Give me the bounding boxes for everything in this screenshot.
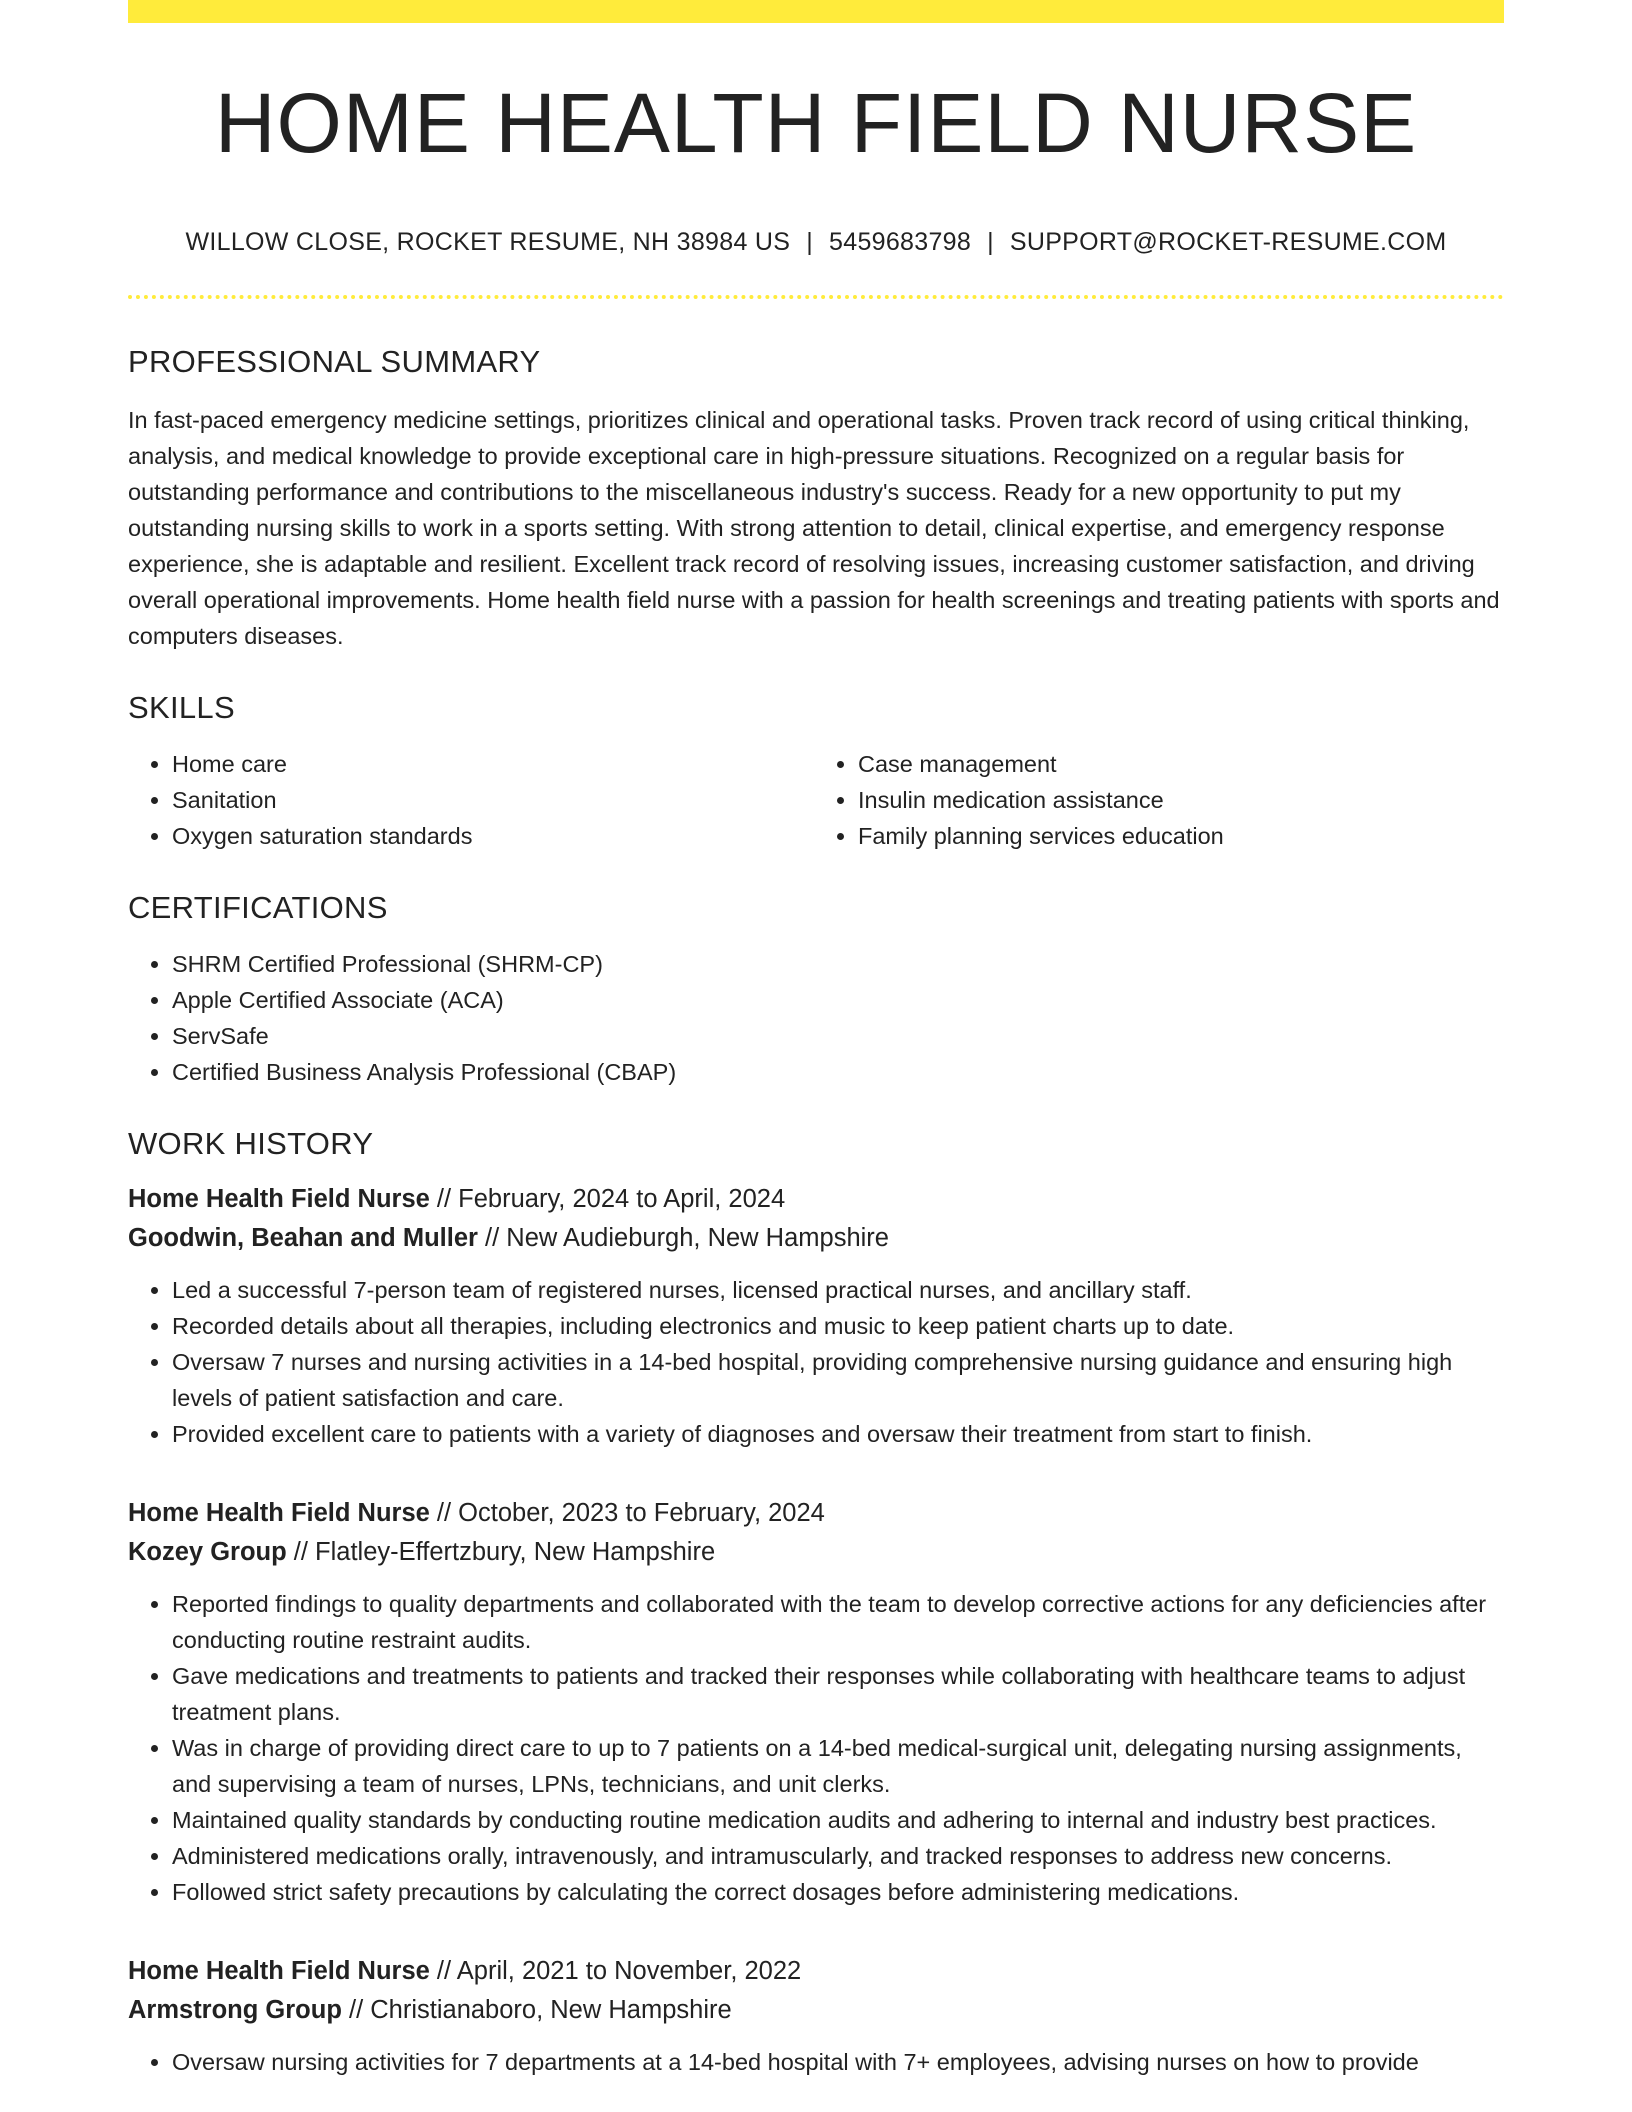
job-bullets: [128, 2044, 1504, 2080]
summary-heading: PROFESSIONAL SUMMARY: [128, 344, 541, 379]
job-company-line: [128, 1991, 1504, 2030]
job-bullets: [128, 1272, 1504, 1452]
resume-name: HOME HEALTH FIELD NURSE: [214, 76, 1418, 170]
job-bullet: • Provided excellent care to patients with a variety of diagnoses and oversaw their treatment from start to finish.: [172, 1416, 1504, 1452]
job-company: Kozey Group: [128, 1538, 287, 1566]
job-bullet: • Led a successful 7-person team of registered nurses, licensed practical nurses, and ancillary staff.: [172, 1272, 1504, 1308]
job-role: Home Health Field Nurse: [128, 1185, 430, 1213]
job-company: Armstrong Group: [128, 1996, 342, 2024]
job-bullet: • Reported findings to quality departments and collaborated with the team to develop corrective actions for any deficiencies after conducting routine restraint audits.: [172, 1586, 1504, 1658]
skill-item: • Case management: [858, 746, 1492, 782]
summary-text: In fast-paced emergency medicine settings, prioritizes clinical and operational tasks. Proven track record of using critical thinking, analysis, and medical knowledge to provide exceptional care in high-pressure situations. Recognized on a regular basis for outstanding performance and contributions to the miscellaneous industry's success. Ready for a new opportunity to put my outstanding nursing skills to work in a sports setting. With strong attention to detail, clinical expertise, and emergency response experience, she is adaptable and resilient. Excellent track record of resolving issues, increasing customer satisfaction, and driving overall operational improvements. Home health field nurse with a passion for health screenings and treating patients with sports and computers diseases.: [128, 407, 1500, 649]
job-company-line: [128, 1219, 1504, 1258]
certification-item: • Certified Business Analysis Professional (CBAP): [172, 1054, 1504, 1090]
skills-columns: [128, 746, 1504, 854]
accent-top-bar: [128, 0, 1504, 23]
skill-item: • Sanitation: [172, 782, 806, 818]
job-bullet: • Gave medications and treatments to patients and tracked their responses while collaborating with healthcare teams to adjust treatment plans.: [172, 1658, 1504, 1730]
job-bullet: • Recorded details about all therapies, including electronics and music to keep patient charts up to date.: [172, 1308, 1504, 1344]
job-location: // New Audieburgh, New Hampshire: [477, 1224, 889, 1252]
contact-line: [128, 228, 1504, 257]
dotted-divider: [128, 295, 1504, 299]
job-company-line: [128, 1533, 1504, 1572]
job-bullet: • Maintained quality standards by conducting routine medication audits and adhering to internal and industry best practices.: [172, 1802, 1504, 1838]
resume-page: [128, 0, 1504, 2080]
certification-item: • SHRM Certified Professional (SHRM-CP): [172, 946, 1504, 982]
skill-item: • Home care: [172, 746, 806, 782]
job-title-line: [128, 1952, 1504, 1991]
job-entry: [128, 1494, 1504, 1910]
certification-item: • Apple Certified Associate (ACA): [172, 982, 1504, 1018]
certifications-heading: CERTIFICATIONS: [128, 890, 388, 925]
job-location: // Christianaboro, New Hampshire: [341, 1996, 732, 2024]
job-title-line: [128, 1180, 1504, 1219]
job-bullet: • Oversaw 7 nurses and nursing activities in a 14-bed hospital, providing comprehensive nursing guidance and ensuring high levels of patient satisfaction and care.: [172, 1344, 1504, 1416]
contact-separator: |: [987, 228, 994, 256]
skill-item: • Insulin medication assistance: [858, 782, 1492, 818]
contact-phone: 5459683798: [829, 228, 972, 256]
skills-heading: SKILLS: [128, 690, 235, 725]
job-bullet: • Administered medications orally, intravenously, and intramuscularly, and tracked responses to address new concerns.: [172, 1838, 1504, 1874]
job-bullet: • Was in charge of providing direct care to up to 7 patients on a 14-bed medical-surgical unit, delegating nursing assignments, and supervising a team of nurses, LPNs, technicians, and unit clerks.: [172, 1730, 1504, 1802]
skill-item: • Oxygen saturation standards: [172, 818, 806, 854]
contact-separator: |: [806, 228, 814, 256]
work-history-heading: WORK HISTORY: [128, 1126, 374, 1161]
contact-address: WILLOW CLOSE, ROCKET RESUME, NH 38984 US: [185, 228, 791, 256]
job-dates: // February, 2024 to April, 2024: [429, 1185, 786, 1213]
skills-left-list: [128, 746, 806, 854]
skills-right-list: [806, 746, 1492, 854]
job-bullet: • Followed strict safety precautions by calculating the correct dosages before administering medications.: [172, 1874, 1504, 1910]
skill-item: • Family planning services education: [858, 818, 1492, 854]
job-bullets: [128, 1586, 1504, 1910]
job-role: Home Health Field Nurse: [128, 1957, 430, 1985]
contact-email: SUPPORT@ROCKET-RESUME.COM: [1009, 228, 1447, 256]
job-company: Goodwin, Beahan and Muller: [128, 1224, 478, 1252]
job-role: Home Health Field Nurse: [128, 1499, 430, 1527]
job-location: // Flatley-Effertzbury, New Hampshire: [286, 1538, 716, 1566]
job-dates: // April, 2021 to November, 2022: [429, 1957, 802, 1985]
certification-item: • ServSafe: [172, 1018, 1504, 1054]
job-entry: [128, 1180, 1504, 1452]
job-bullet: • Oversaw nursing activities for 7 departments at a 14-bed hospital with 7+ employees, advising nurses on how to provide: [172, 2044, 1504, 2080]
certifications-list: [128, 946, 1504, 1090]
job-entry: [128, 1952, 1504, 2080]
job-dates: // October, 2023 to February, 2024: [429, 1499, 825, 1527]
job-title-line: [128, 1494, 1504, 1533]
